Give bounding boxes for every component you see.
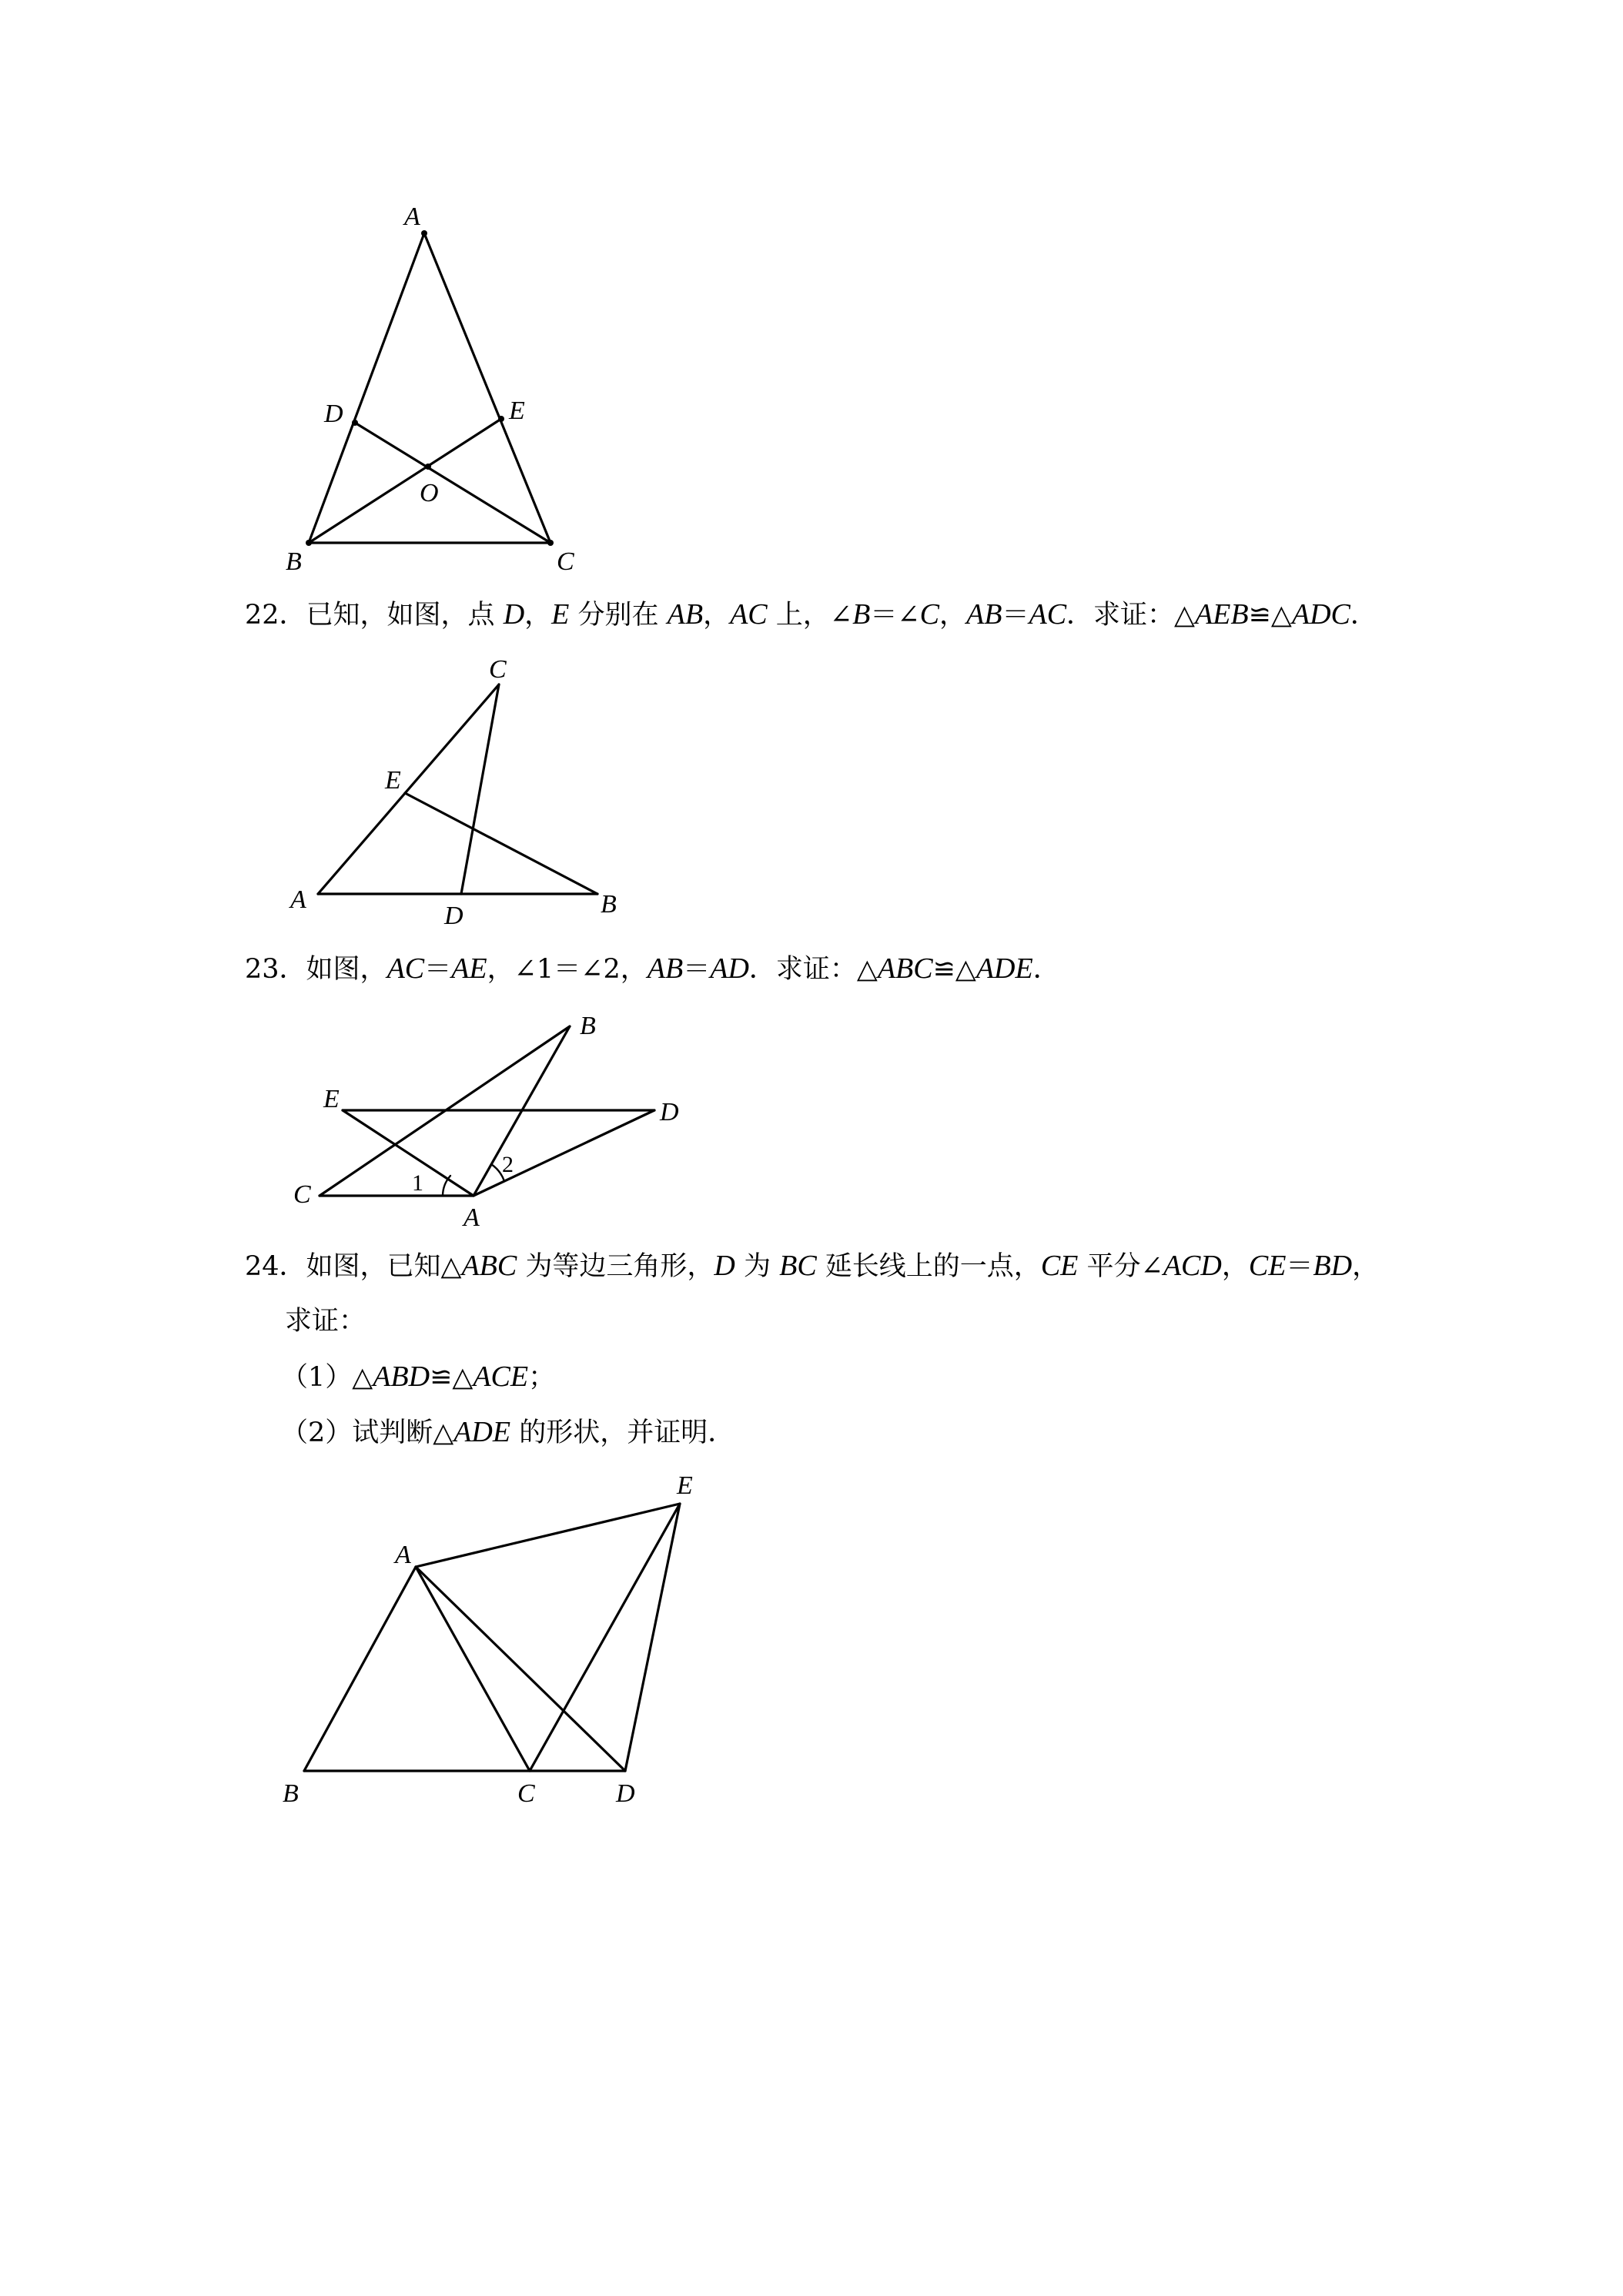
label-C: C [517, 1779, 535, 1808]
segment-AD [416, 1567, 625, 1771]
label-A: A [463, 1203, 480, 1232]
question-24-part-2: （2）试判断△ADE 的形状，并证明． [281, 1416, 735, 1448]
segment-AB [304, 1567, 416, 1771]
label-angle-2: 2 [502, 1152, 514, 1177]
label-C: C [489, 655, 507, 684]
question-22: 22．已知，如图，点 D，E 分别在 AB，AC 上，∠B＝∠C，AB＝AC．求证：△AEB≌△ADC． [245, 598, 1377, 631]
segment-AC [416, 1567, 530, 1771]
label-A: A [290, 885, 306, 914]
question-24-part-1: （1）△ABD≌△ACE； [281, 1361, 556, 1393]
label-angle-1: 1 [412, 1170, 423, 1196]
label-O: O [420, 479, 439, 507]
label-B: B [283, 1779, 299, 1808]
segment-CE [530, 1504, 680, 1771]
label-A: A [404, 202, 420, 231]
label-E: E [677, 1471, 693, 1500]
segment-AE [416, 1504, 680, 1567]
label-A: A [395, 1541, 411, 1569]
label-C: C [293, 1180, 311, 1209]
label-E: E [323, 1085, 340, 1113]
question-24-prove-label: 求证： [285, 1306, 366, 1337]
label-D: D [660, 1098, 679, 1126]
segment-DE [625, 1504, 680, 1771]
label-E: E [509, 397, 525, 425]
label-D: D [616, 1779, 635, 1808]
question-24: 24．如图，已知△ABC 为等边三角形，D 为 BC 延长线上的一点，CE 平分∠ACD，CE＝BD， [245, 1250, 1380, 1282]
label-C: C [557, 547, 574, 576]
label-B: B [286, 547, 302, 576]
label-D: D [324, 400, 343, 428]
label-B: B [601, 890, 617, 919]
label-D: D [444, 902, 463, 930]
question-23: 23．如图，AC＝AE，∠1＝∠2，AB＝AD．求证：△ABC≌△ADE． [245, 952, 1060, 985]
label-B: B [580, 1012, 596, 1040]
label-E: E [385, 766, 401, 795]
